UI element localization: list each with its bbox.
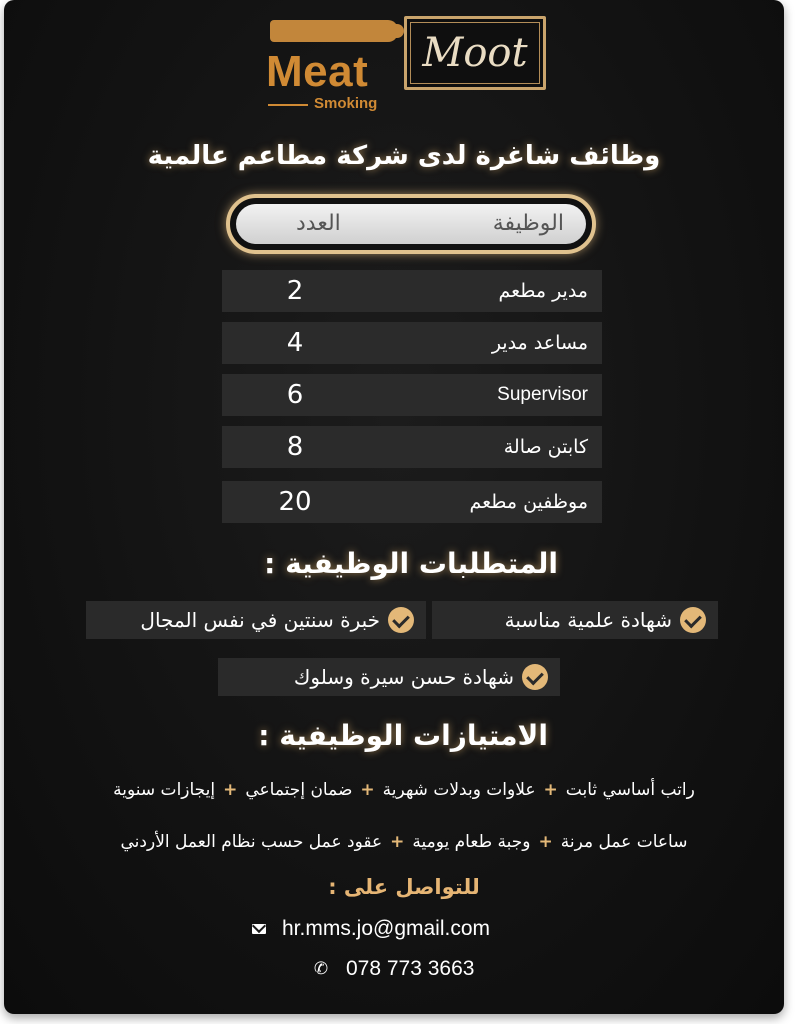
logo-badge — [404, 16, 546, 90]
plus-separator: + — [543, 780, 558, 800]
row-job: كابتن صالة — [503, 436, 588, 458]
logo-meat-text: Meat — [266, 47, 369, 96]
requirement-text: شهادة علمية مناسبة — [504, 608, 672, 632]
row-count: 20 — [278, 487, 312, 517]
row-job: موظفين مطعم — [469, 491, 588, 513]
table-row — [222, 374, 602, 416]
logo-smoking-text: Smoking — [314, 95, 378, 112]
check-circle-icon — [522, 664, 548, 690]
requirement-text: خبرة سنتين في نفس المجال — [140, 608, 380, 632]
check-circle-icon — [388, 607, 414, 633]
job-poster — [4, 0, 784, 1014]
meat-moot-logo — [266, 14, 548, 118]
contact-email[interactable]: hr.mms.jo@gmail.com — [282, 917, 491, 940]
table-header-pill — [236, 204, 586, 244]
table-row — [222, 481, 602, 523]
table-header — [226, 194, 596, 254]
perk-item: ساعات عمل مرنة — [560, 832, 688, 852]
contact-phone-row[interactable] — [312, 954, 512, 984]
knife-graphic — [270, 20, 398, 42]
requirement-item — [432, 601, 718, 639]
row-count: 2 — [286, 276, 304, 306]
requirement-item — [86, 601, 426, 639]
header-job: الوظيفة — [492, 211, 564, 236]
perk-item: ضمان إجتماعي — [245, 780, 353, 800]
phone-icon: ✆ — [313, 959, 329, 978]
plus-separator: + — [390, 832, 405, 852]
mail-icon — [252, 924, 266, 934]
contact-email-row[interactable] — [252, 914, 552, 944]
perk-item: إيجازات سنوية — [113, 780, 216, 800]
check-circle-icon — [680, 607, 706, 633]
perks-line-1 — [44, 775, 764, 805]
requirement-text: شهادة حسن سيرة وسلوك — [293, 665, 514, 689]
page-title: وظائف شاغرة لدى شركة مطاعم عالمية — [147, 141, 661, 171]
perk-item: علاوات وبدلات شهرية — [382, 780, 536, 800]
row-job: Supervisor — [497, 384, 588, 405]
table-row — [222, 322, 602, 364]
row-count: 6 — [286, 380, 304, 410]
row-count: 8 — [286, 432, 304, 462]
requirements-title: المتطلبات الوظيفية : — [264, 547, 558, 580]
row-job: مساعد مدير — [491, 332, 588, 354]
row-job: مدير مطعم — [498, 280, 588, 302]
contact-title: للتواصل على : — [328, 875, 480, 899]
table-row — [222, 426, 602, 468]
row-count: 4 — [286, 328, 304, 358]
perk-item: عقود عمل حسب نظام العمل الأردني — [120, 832, 383, 852]
contact-phone[interactable]: 078 773 3663 — [346, 957, 475, 980]
requirement-item — [218, 658, 560, 696]
perks-line-2 — [44, 827, 764, 857]
plus-separator: + — [360, 780, 375, 800]
perk-item: وجبة طعام يومية — [412, 832, 531, 852]
plus-separator: + — [223, 780, 238, 800]
perks-title: الامتيازات الوظيفية : — [258, 719, 548, 752]
logo-moot-text: Moot — [422, 30, 528, 76]
plus-separator: + — [538, 832, 553, 852]
header-count: العدد — [296, 211, 341, 236]
logo-underline — [268, 104, 308, 106]
perk-item: راتب أساسي ثابت — [565, 780, 695, 800]
table-row — [222, 270, 602, 312]
